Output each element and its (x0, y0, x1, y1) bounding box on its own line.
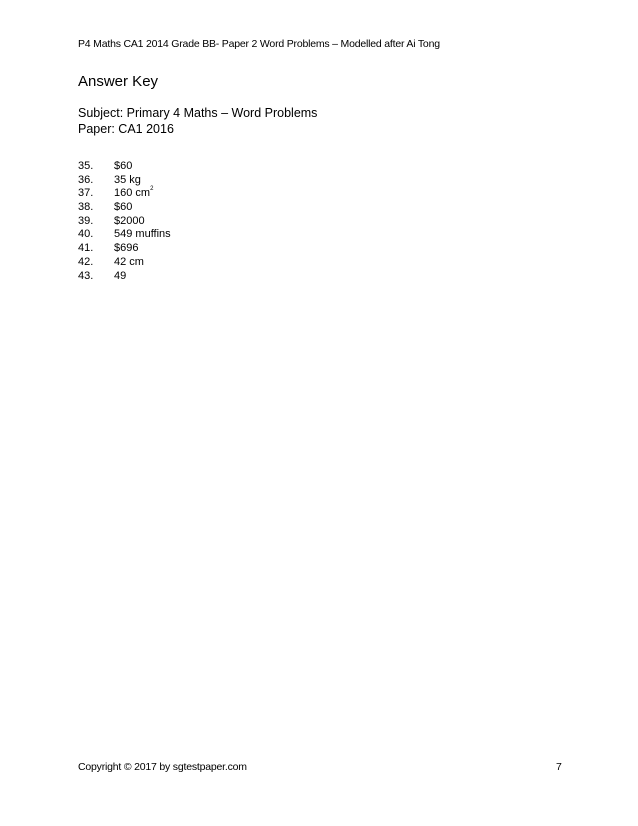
answer-number: 38. (78, 201, 94, 214)
answer-value-wrapper (114, 187, 153, 199)
answer-value: 160 cm (114, 187, 151, 200)
answer-value: 49 (114, 269, 127, 282)
answer-number: 40. (78, 228, 94, 241)
answer-value: 35 kg (114, 173, 141, 186)
paper-line: Paper: CA1 2016 (78, 122, 174, 136)
answer-item (78, 201, 171, 215)
answer-value: 549 muffins (114, 228, 171, 241)
answer-value: $60 (114, 160, 133, 172)
copyright-footer: Copyright © 2017 by sgtestpaper.com (78, 761, 247, 773)
answer-value: $696 (114, 242, 139, 255)
answer-item (78, 215, 171, 229)
answer-value: $60 (114, 201, 133, 214)
answer-item (78, 228, 171, 242)
answer-number: 42. (78, 255, 94, 268)
answer-item (78, 270, 171, 284)
page-number: 7 (556, 761, 562, 773)
subject-line: Subject: Primary 4 Maths – Word Problems (78, 106, 318, 120)
answer-list (78, 160, 171, 283)
answer-item (78, 174, 171, 188)
answer-superscript: 2 (150, 186, 154, 193)
answer-number: 37. (78, 187, 94, 200)
answer-item (78, 160, 171, 174)
answer-number: 36. (78, 173, 94, 186)
answer-item (78, 242, 171, 256)
answer-number: 43. (78, 269, 94, 282)
page-header: P4 Maths CA1 2014 Grade BB- Paper 2 Word Problems – Modelled after Ai Tong (78, 38, 440, 50)
answer-number: 41. (78, 242, 94, 255)
answer-value: $2000 (114, 214, 145, 227)
answer-item (78, 187, 171, 201)
answer-value: 42 cm (114, 255, 144, 268)
answer-item (78, 256, 171, 270)
answer-number: 35. (78, 160, 94, 172)
page-title: Answer Key (78, 73, 159, 90)
answer-number: 39. (78, 214, 94, 227)
